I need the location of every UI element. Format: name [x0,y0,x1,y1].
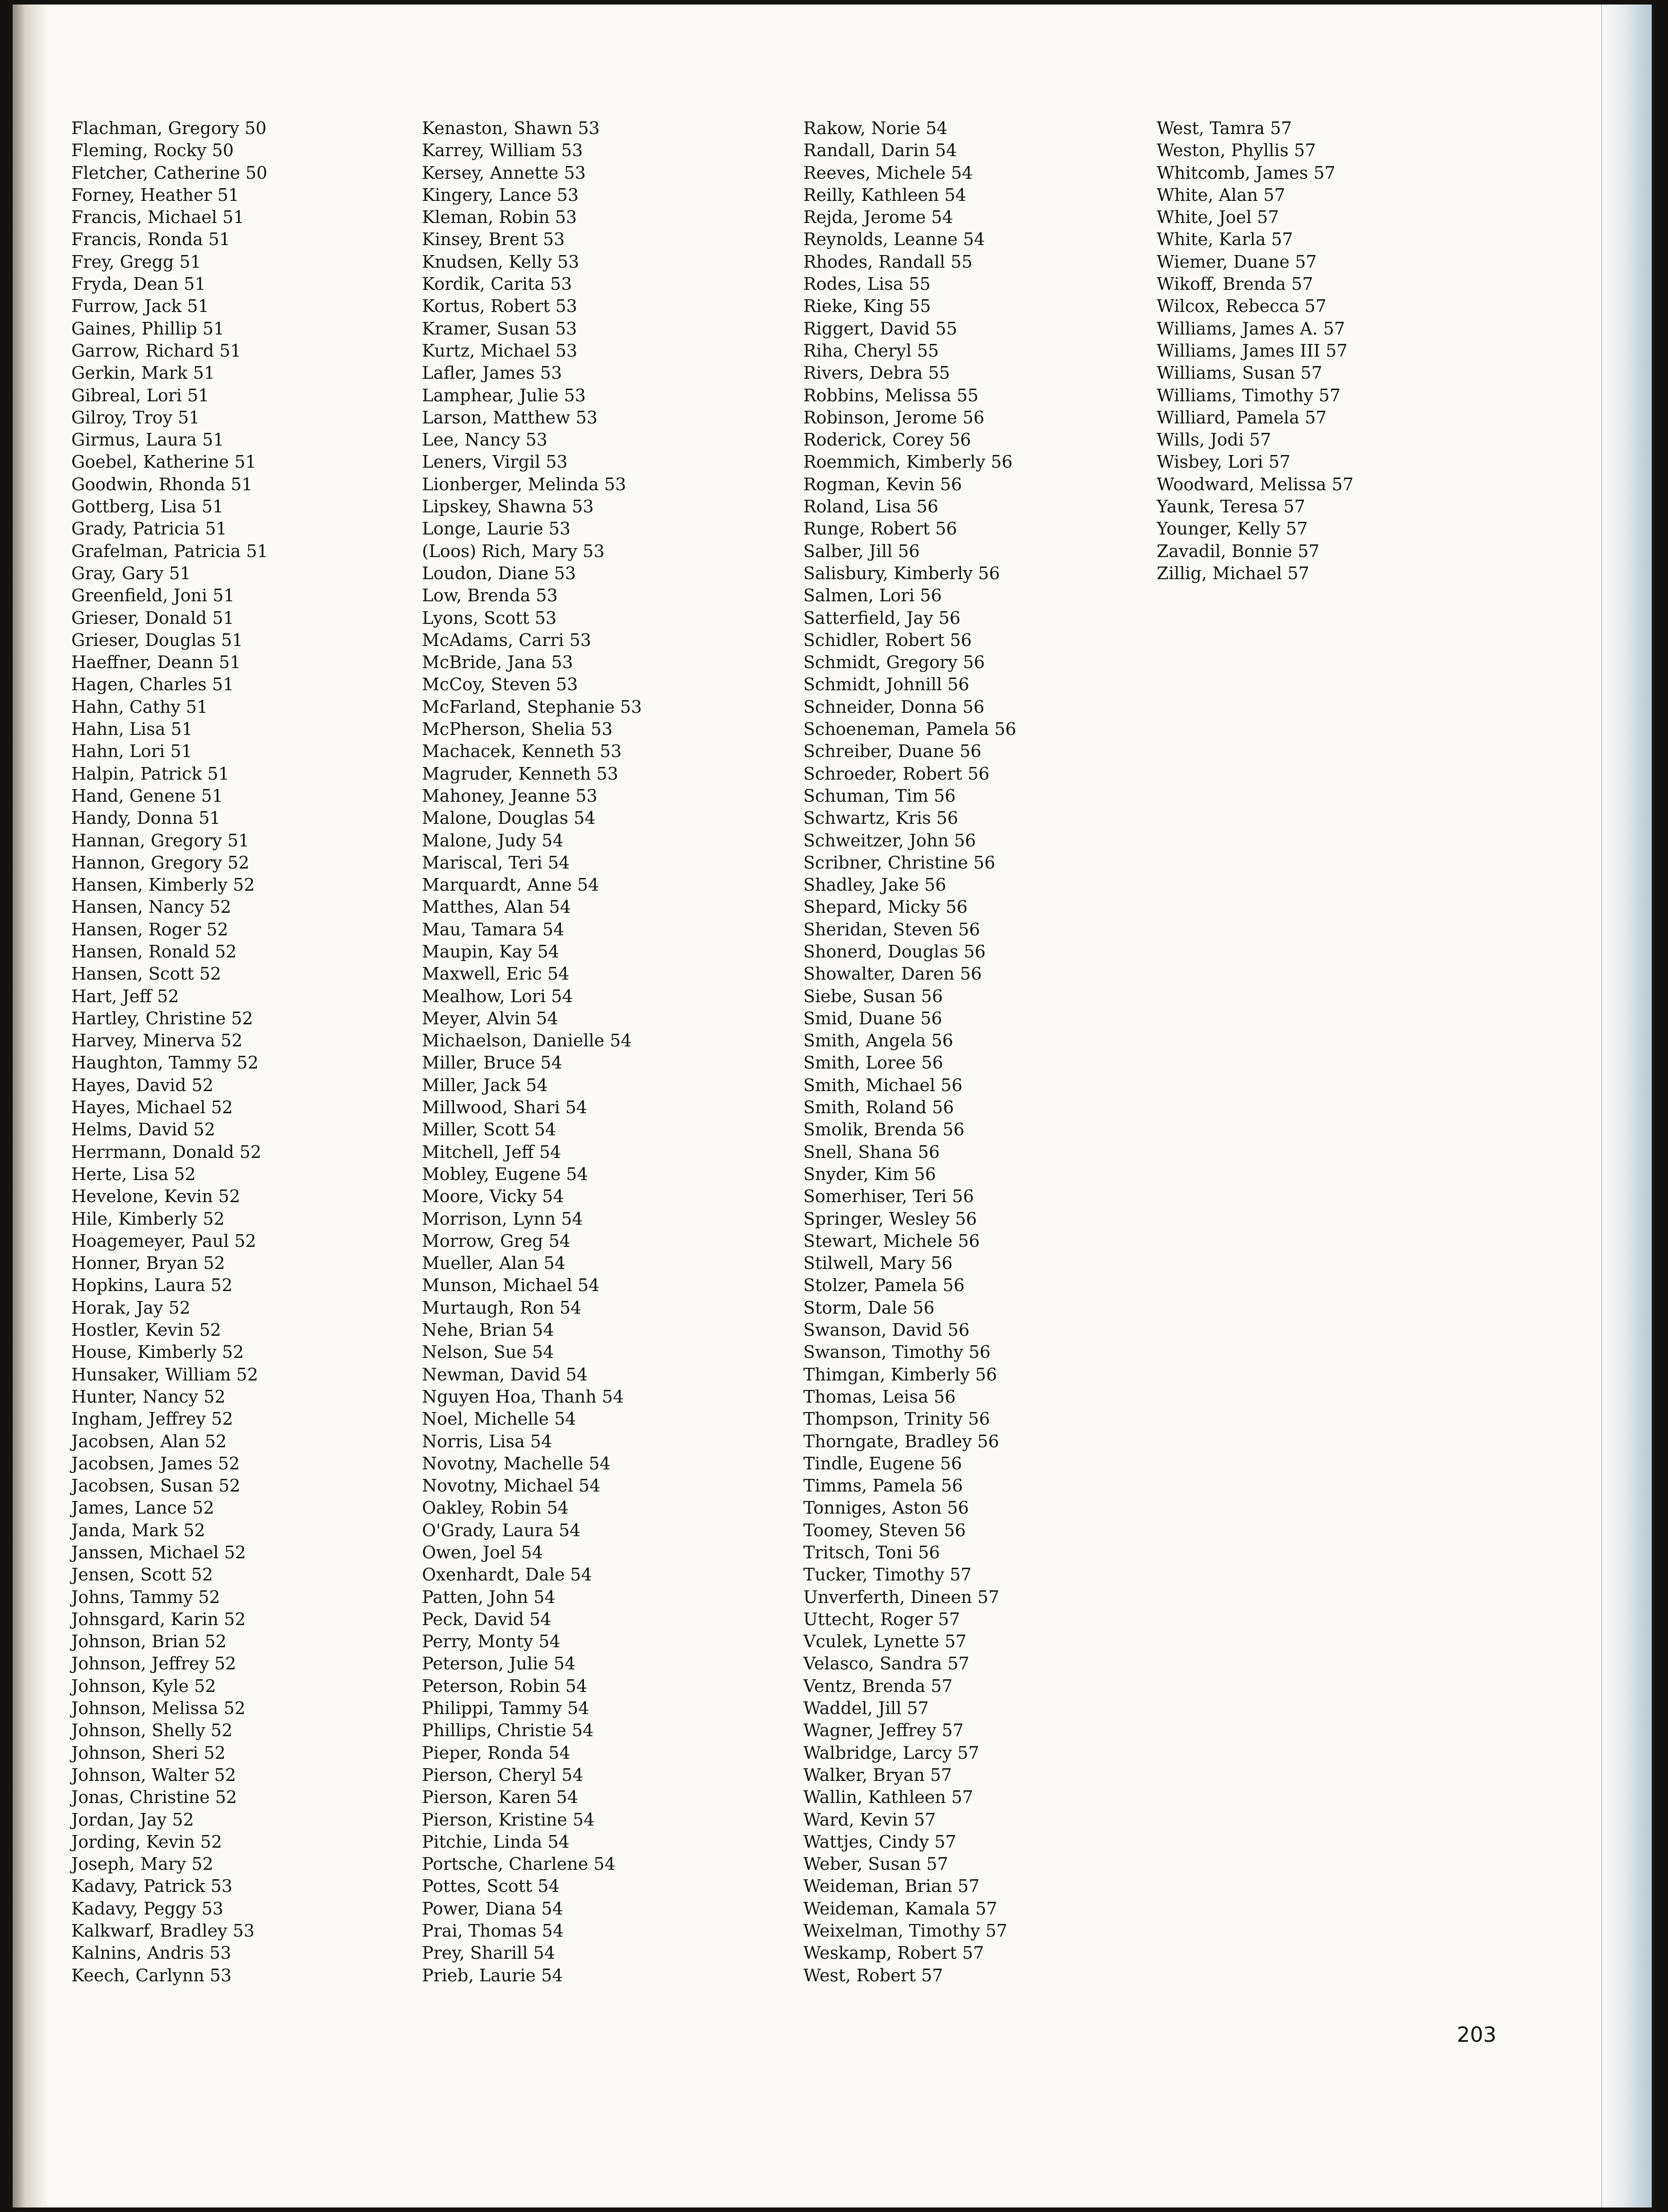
index-entry: Reilly, Kathleen 54 [803,185,966,205]
index-entry: Hansen, Nancy 52 [71,897,232,917]
index-entry: Prey, Sharill 54 [422,1943,556,1963]
index-entry: Thomas, Leisa 56 [803,1386,956,1407]
index-entry: Riggert, David 55 [803,318,957,339]
index-entry: Reeves, Michele 54 [803,163,973,183]
index-entry: Stilwell, Mary 56 [803,1253,953,1273]
index-entry: Fryda, Dean 51 [71,274,206,294]
index-entry: Hagen, Charles 51 [71,674,234,695]
index-entry: Rodes, Lisa 55 [803,274,931,294]
index-entry: Mealhow, Lori 54 [422,986,573,1006]
index-entry: Siebe, Susan 56 [803,986,943,1006]
index-entry: Somerhiser, Teri 56 [803,1186,974,1207]
index-entry: Kinsey, Brent 53 [422,229,565,250]
index-entry: Pierson, Cheryl 54 [422,1765,584,1785]
index-entry: Janda, Mark 52 [71,1520,205,1540]
index-entry: Hahn, Lori 51 [71,741,192,762]
index-entry: Shepard, Micky 56 [803,897,968,917]
index-entry: Kadavy, Patrick 53 [71,1876,232,1896]
index-entry: Karrey, William 53 [422,140,583,161]
index-entry: Haughton, Tammy 52 [71,1053,259,1073]
index-entry: Lee, Nancy 53 [422,430,547,450]
index-entry: Hayes, David 52 [71,1075,213,1095]
index-entry: Thompson, Trinity 56 [803,1409,990,1429]
index-entry: Loudon, Diane 53 [422,563,576,583]
index-entry: Walker, Bryan 57 [803,1765,952,1785]
index-entry: Philippi, Tammy 54 [422,1698,589,1719]
index-entry: Mitchell, Jeff 54 [422,1142,561,1162]
index-entry: Novotny, Machelle 54 [422,1453,611,1473]
index-entry: Hunsaker, William 52 [71,1364,259,1385]
index-entry: Meyer, Alvin 54 [422,1008,558,1028]
index-entry: Johnson, Sheri 52 [71,1743,226,1763]
index-entry: Matthes, Alan 54 [422,897,571,917]
index-entry: Mau, Tamara 54 [422,919,565,939]
index-entry: Michaelson, Danielle 54 [422,1031,632,1051]
index-entry: Tonniges, Aston 56 [803,1498,969,1518]
index-entry: Smith, Roland 56 [803,1097,954,1118]
index-column-2 [422,117,642,1987]
index-entry: Grieser, Donald 51 [71,608,234,628]
index-entry: West, Robert 57 [803,1965,943,1985]
index-entry: Zavadil, Bonnie 57 [1157,541,1320,561]
index-entry: Rejda, Jerome 54 [803,207,953,228]
index-entry: Younger, Kelly 57 [1157,519,1308,539]
index-entry: Newman, David 54 [422,1364,588,1385]
index-entry: Munson, Michael 54 [422,1275,600,1296]
index-entry: Unverferth, Dineen 57 [803,1587,1000,1607]
index-entry: Johnson, Walter 52 [71,1765,236,1785]
index-entry: Storm, Dale 56 [803,1297,935,1318]
index-entry: Thimgan, Kimberly 56 [803,1364,997,1385]
index-entry: Horak, Jay 52 [71,1297,190,1318]
index-entry: Peck, David 54 [422,1609,551,1629]
index-entry: Wisbey, Lori 57 [1157,452,1291,472]
index-entry: Mobley, Eugene 54 [422,1164,588,1184]
index-entry: Herte, Lisa 52 [71,1164,196,1184]
index-entry: Perry, Monty 54 [422,1631,561,1652]
index-entry: Schmidt, Johnill 56 [803,674,969,695]
index-entry: Malone, Douglas 54 [422,808,596,828]
index-entry: Thorngate, Bradley 56 [803,1431,999,1451]
index-entry: Novotny, Michael 54 [422,1476,601,1496]
index-entry: Magruder, Kenneth 53 [422,763,618,784]
index-entry: Lyons, Scott 53 [422,608,557,628]
index-entry: Whitcomb, James 57 [1157,163,1335,183]
index-entry: White, Karla 57 [1157,229,1293,250]
index-entry: Gilroy, Troy 51 [71,407,200,428]
index-entry: McCoy, Steven 53 [422,674,578,695]
index-entry: Goebel, Katherine 51 [71,452,256,472]
index-entry: Wallin, Kathleen 57 [803,1787,973,1808]
index-entry: Norris, Lisa 54 [422,1431,552,1451]
index-entry: Kleman, Robin 53 [422,207,577,228]
index-entry: Ventz, Brenda 57 [803,1676,953,1696]
index-entry: Hahn, Cathy 51 [71,697,208,717]
index-entry: Kalkwarf, Bradley 53 [71,1921,255,1941]
index-entry: Wikoff, Brenda 57 [1157,274,1313,294]
index-entry: Gray, Gary 51 [71,563,191,583]
index-entry: Jacobsen, Susan 52 [71,1476,241,1496]
index-entry: Vculek, Lynette 57 [803,1631,967,1652]
index-entry: Portsche, Charlene 54 [422,1854,616,1874]
index-entry: Oakley, Robin 54 [422,1498,569,1518]
index-entry: Wattjes, Cindy 57 [803,1831,956,1852]
index-entry: Hansen, Ronald 52 [71,941,237,962]
index-entry: Murtaugh, Ron 54 [422,1297,582,1318]
index-entry: Williams, Susan 57 [1157,363,1322,383]
index-entry: West, Tamra 57 [1157,118,1292,138]
index-entry: Salisbury, Kimberly 56 [803,563,1000,583]
index-entry: Smith, Michael 56 [803,1075,963,1095]
index-entry: Miller, Jack 54 [422,1075,548,1095]
index-entry: Lipskey, Shawna 53 [422,497,594,517]
index-entry: Pierson, Karen 54 [422,1787,578,1808]
index-entry: Schneider, Donna 56 [803,697,985,717]
index-entry: Sheridan, Steven 56 [803,919,980,939]
index-entry: Schwartz, Kris 56 [803,808,959,828]
index-entry: Johnson, Kyle 52 [71,1676,216,1696]
index-entry: Prai, Thomas 54 [422,1921,564,1941]
index-entry: Morrow, Greg 54 [422,1231,570,1251]
index-entry: House, Kimberly 52 [71,1342,244,1362]
index-entry: Ingham, Jeffrey 52 [71,1409,233,1429]
index-entry: Hart, Jeff 52 [71,986,179,1006]
index-entry: Furrow, Jack 51 [71,296,209,316]
index-entry: Johnson, Brian 52 [71,1631,227,1652]
index-entry: Hahn, Lisa 51 [71,719,193,739]
index-entry: White, Alan 57 [1157,185,1285,205]
index-entry: Harvey, Minerva 52 [71,1031,243,1051]
index-entry: Kadavy, Peggy 53 [71,1898,223,1919]
index-entry: Low, Brenda 53 [422,586,558,606]
index-entry: Garrow, Richard 51 [71,340,241,361]
index-entry: Greenfield, Joni 51 [71,586,235,606]
index-entry: Hand, Genene 51 [71,785,223,806]
index-entry: Wagner, Jeffrey 57 [803,1720,964,1741]
index-entry: Williams, James A. 57 [1157,318,1345,339]
index-entry: Janssen, Michael 52 [71,1543,246,1562]
index-column-4 [1157,117,1353,585]
index-entry: Jording, Kevin 52 [71,1831,222,1852]
index-entry: Jonas, Christine 52 [71,1787,237,1808]
index-entry: Honner, Bryan 52 [71,1253,225,1273]
index-entry: Kalnins, Andris 53 [71,1943,232,1963]
index-entry: Keech, Carlynn 53 [71,1965,232,1985]
index-entry: Hile, Kimberly 52 [71,1208,225,1229]
index-entry: McBride, Jana 53 [422,652,573,673]
index-entry: Smid, Duane 56 [803,1008,942,1028]
index-entry: Morrison, Lynn 54 [422,1208,583,1229]
index-entry: Schweitzer, John 56 [803,830,976,850]
index-entry: Springer, Wesley 56 [803,1208,977,1229]
index-entry: Velasco, Sandra 57 [803,1654,969,1674]
index-entry: Waddel, Jill 57 [803,1698,929,1719]
index-entry: Smolik, Brenda 56 [803,1120,964,1140]
index-entry: Robbins, Melissa 55 [803,385,979,405]
index-entry: Pieper, Ronda 54 [422,1743,570,1763]
index-entry: Hannon, Gregory 52 [71,852,250,873]
index-entry: Leners, Virgil 53 [422,452,568,472]
index-entry: Johnson, Jeffrey 52 [71,1654,236,1674]
index-entry: Timms, Pamela 56 [803,1476,963,1496]
index-entry: Peterson, Julie 54 [422,1654,576,1674]
index-entry: Schidler, Robert 56 [803,630,972,650]
index-entry: Weston, Phyllis 57 [1157,140,1316,161]
index-entry: Weskamp, Robert 57 [803,1943,984,1963]
index-entry: Schreiber, Duane 56 [803,741,982,762]
index-entry: Uttecht, Roger 57 [803,1609,960,1629]
index-entry: Grady, Patricia 51 [71,519,227,539]
index-entry: Kenaston, Shawn 53 [422,118,600,138]
index-entry: Runge, Robert 56 [803,519,957,539]
index-entry: McPherson, Shelia 53 [422,719,613,739]
index-entry: Malone, Judy 54 [422,830,564,850]
index-entry: Rivers, Debra 55 [803,363,950,383]
index-entry: Pitchie, Linda 54 [422,1831,570,1852]
index-entry: Gerkin, Mark 51 [71,363,215,383]
index-entry: Johns, Tammy 52 [71,1587,220,1607]
index-entry: Rhodes, Randall 55 [803,251,973,272]
index-entry: Gottberg, Lisa 51 [71,497,224,517]
index-entry: Weideman, Brian 57 [803,1876,980,1896]
index-entry: Mariscal, Teri 54 [422,852,570,873]
index-entry: Francis, Ronda 51 [71,229,231,250]
index-entry: Walbridge, Larcy 57 [803,1743,979,1763]
index-entry: Salmen, Lori 56 [803,586,942,606]
index-entry: Maxwell, Eric 54 [422,964,570,984]
index-entry: (Loos) Rich, Mary 53 [422,541,605,561]
index-entry: Herrmann, Donald 52 [71,1142,262,1162]
index-entry: Ward, Kevin 57 [803,1809,936,1830]
index-entry: Lafler, James 53 [422,363,562,383]
index-entry: Roemmich, Kimberly 56 [803,452,1013,472]
index-entry: Millwood, Shari 54 [422,1097,588,1118]
index-entry: Mahoney, Jeanne 53 [422,785,598,806]
index-entry: Swanson, Timothy 56 [803,1342,991,1362]
index-entry: O'Grady, Laura 54 [422,1520,581,1540]
index-entry: Moore, Vicky 54 [422,1186,564,1207]
index-entry: Longe, Laurie 53 [422,519,571,539]
index-entry: Weber, Susan 57 [803,1854,948,1874]
index-entry: Shonerd, Douglas 56 [803,941,986,962]
index-entry: Handy, Donna 51 [71,808,221,828]
index-entry: Rogman, Kevin 56 [803,474,962,494]
index-entry: Scribner, Christine 56 [803,852,996,873]
index-entry: Smith, Angela 56 [803,1031,954,1051]
index-entry: Peterson, Robin 54 [422,1676,588,1696]
index-entry: Roland, Lisa 56 [803,497,939,517]
index-entry: Hunter, Nancy 52 [71,1386,226,1407]
index-entry: Gibreal, Lori 51 [71,385,209,405]
index-entry: Pierson, Kristine 54 [422,1809,595,1830]
index-entry: Hartley, Christine 52 [71,1008,253,1028]
index-entry: Nelson, Sue 54 [422,1342,554,1362]
index-entry: Marquardt, Anne 54 [422,875,599,895]
cover-edge [1601,5,1652,2207]
index-entry: Kordik, Carita 53 [422,274,572,294]
binding-shadow [13,5,49,2207]
index-entry: Gaines, Phillip 51 [71,318,225,339]
index-entry: Wilcox, Rebecca 57 [1157,296,1327,316]
index-entry: Johnson, Shelly 52 [71,1720,233,1741]
index-entry: Phillips, Christie 54 [422,1720,594,1741]
index-entry: Grafelman, Patricia 51 [71,541,268,561]
index-entry: Frey, Gregg 51 [71,251,201,272]
index-entry: Reynolds, Leanne 54 [803,229,985,250]
index-entry: Maupin, Kay 54 [422,941,560,962]
index-entry: Machacek, Kenneth 53 [422,741,622,762]
index-entry: Williard, Pamela 57 [1157,407,1327,428]
index-entry: Larson, Matthew 53 [422,407,598,428]
index-entry: Johnsgard, Karin 52 [71,1609,246,1629]
index-entry: Miller, Scott 54 [422,1120,556,1140]
index-entry: Helms, David 52 [71,1120,215,1140]
index-entry: Knudsen, Kelly 53 [422,251,579,272]
index-entry: Fleming, Rocky 50 [71,140,234,161]
index-entry: Weideman, Kamala 57 [803,1898,997,1919]
index-entry: Rakow, Norie 54 [803,118,948,138]
index-entry: Goodwin, Rhonda 51 [71,474,253,494]
index-entry: Salber, Jill 56 [803,541,920,561]
index-entry: Power, Diana 54 [422,1898,563,1919]
index-entry: Grieser, Douglas 51 [71,630,243,650]
index-entry: McAdams, Carri 53 [422,630,591,650]
index-entry: Tucker, Timothy 57 [803,1565,972,1585]
index-entry: Smith, Loree 56 [803,1053,943,1073]
index-entry: Nguyen Hoa, Thanh 54 [422,1386,624,1407]
index-entry: Jordan, Jay 52 [71,1809,194,1830]
index-entry: Roderick, Corey 56 [803,430,971,450]
index-entry: McFarland, Stephanie 53 [422,697,642,717]
index-entry: Owen, Joel 54 [422,1543,543,1562]
index-entry: Stewart, Michele 56 [803,1231,980,1251]
index-entry: James, Lance 52 [71,1498,214,1518]
index-entry: Kramer, Susan 53 [422,318,577,339]
index-entry: Kingery, Lance 53 [422,185,579,205]
index-entry: Schroeder, Robert 56 [803,763,990,784]
index-entry: Fletcher, Catherine 50 [71,163,268,183]
index-entry: Showalter, Daren 56 [803,964,982,984]
index-entry: Zillig, Michael 57 [1157,563,1310,583]
index-entry: Shadley, Jake 56 [803,875,946,895]
index-entry: Hoagemeyer, Paul 52 [71,1231,256,1251]
index-entry: Kurtz, Michael 53 [422,340,578,361]
index-column-1 [71,117,268,1987]
index-entry: Jacobsen, James 52 [71,1453,240,1473]
index-entry: Jensen, Scott 52 [71,1565,213,1585]
index-entry: Satterfield, Jay 56 [803,608,961,628]
index-entry: Schoeneman, Pamela 56 [803,719,1016,739]
index-entry: Tindle, Eugene 56 [803,1453,962,1473]
index-entry: Forney, Heather 51 [71,185,239,205]
index-entry: Kersey, Annette 53 [422,163,586,183]
index-entry: Hannan, Gregory 51 [71,830,250,850]
index-entry: Hansen, Scott 52 [71,964,222,984]
index-entry: Prieb, Laurie 54 [422,1965,563,1985]
index-entry: Schuman, Tim 56 [803,785,956,806]
index-entry: Robinson, Jerome 56 [803,407,985,428]
index-entry: Halpin, Patrick 51 [71,763,229,784]
index-entry: Joseph, Mary 52 [71,1854,213,1874]
index-entry: Pottes, Scott 54 [422,1876,560,1896]
index-entry: Hansen, Roger 52 [71,919,228,939]
index-entry: Lamphear, Julie 53 [422,385,586,405]
index-entry: Rieke, King 55 [803,296,931,316]
index-entry: Nehe, Brian 54 [422,1320,554,1340]
index-entry: Wiemer, Duane 57 [1157,251,1317,272]
index-entry: Hopkins, Laura 52 [71,1275,233,1296]
index-entry: Williams, James III 57 [1157,340,1348,361]
index-entry: Girmus, Laura 51 [71,430,224,450]
index-entry: Riha, Cheryl 55 [803,340,939,361]
index-entry: Stolzer, Pamela 56 [803,1275,965,1296]
index-entry: Woodward, Melissa 57 [1157,474,1354,494]
index-entry: White, Joel 57 [1157,207,1279,228]
index-entry: Jacobsen, Alan 52 [71,1431,227,1451]
index-entry: Hayes, Michael 52 [71,1097,233,1118]
index-entry: Tritsch, Toni 56 [803,1543,940,1562]
index-entry: Francis, Michael 51 [71,207,245,228]
index-entry: Johnson, Melissa 52 [71,1698,246,1719]
index-entry: Wills, Jodi 57 [1157,430,1271,450]
index-entry: Lionberger, Melinda 53 [422,474,626,494]
index-entry: Schmidt, Gregory 56 [803,652,985,673]
index-entry: Kortus, Robert 53 [422,296,577,316]
index-entry: Hostler, Kevin 52 [71,1320,221,1340]
index-page [13,5,1652,2207]
index-entry: Flachman, Gregory 50 [71,118,267,138]
index-entry: Randall, Darin 54 [803,140,957,161]
index-entry: Oxenhardt, Dale 54 [422,1565,592,1585]
index-entry: Mueller, Alan 54 [422,1253,565,1273]
index-entry: Miller, Bruce 54 [422,1053,562,1073]
page-number: 203 [1457,2022,1497,2047]
index-entry: Hevelone, Kevin 52 [71,1186,241,1207]
index-entry: Weixelman, Timothy 57 [803,1921,1008,1941]
index-column-3 [803,117,1016,1987]
index-entry: Snyder, Kim 56 [803,1164,936,1184]
index-entry: Haeffner, Deann 51 [71,652,241,673]
index-entry: Williams, Timothy 57 [1157,385,1341,405]
index-entry: Patten, John 54 [422,1587,556,1607]
index-entry: Yaunk, Teresa 57 [1157,497,1306,517]
index-entry: Snell, Shana 56 [803,1142,940,1162]
index-entry: Toomey, Steven 56 [803,1520,966,1540]
index-entry: Noel, Michelle 54 [422,1409,576,1429]
index-entry: Hansen, Kimberly 52 [71,875,255,895]
index-entry: Swanson, David 56 [803,1320,970,1340]
